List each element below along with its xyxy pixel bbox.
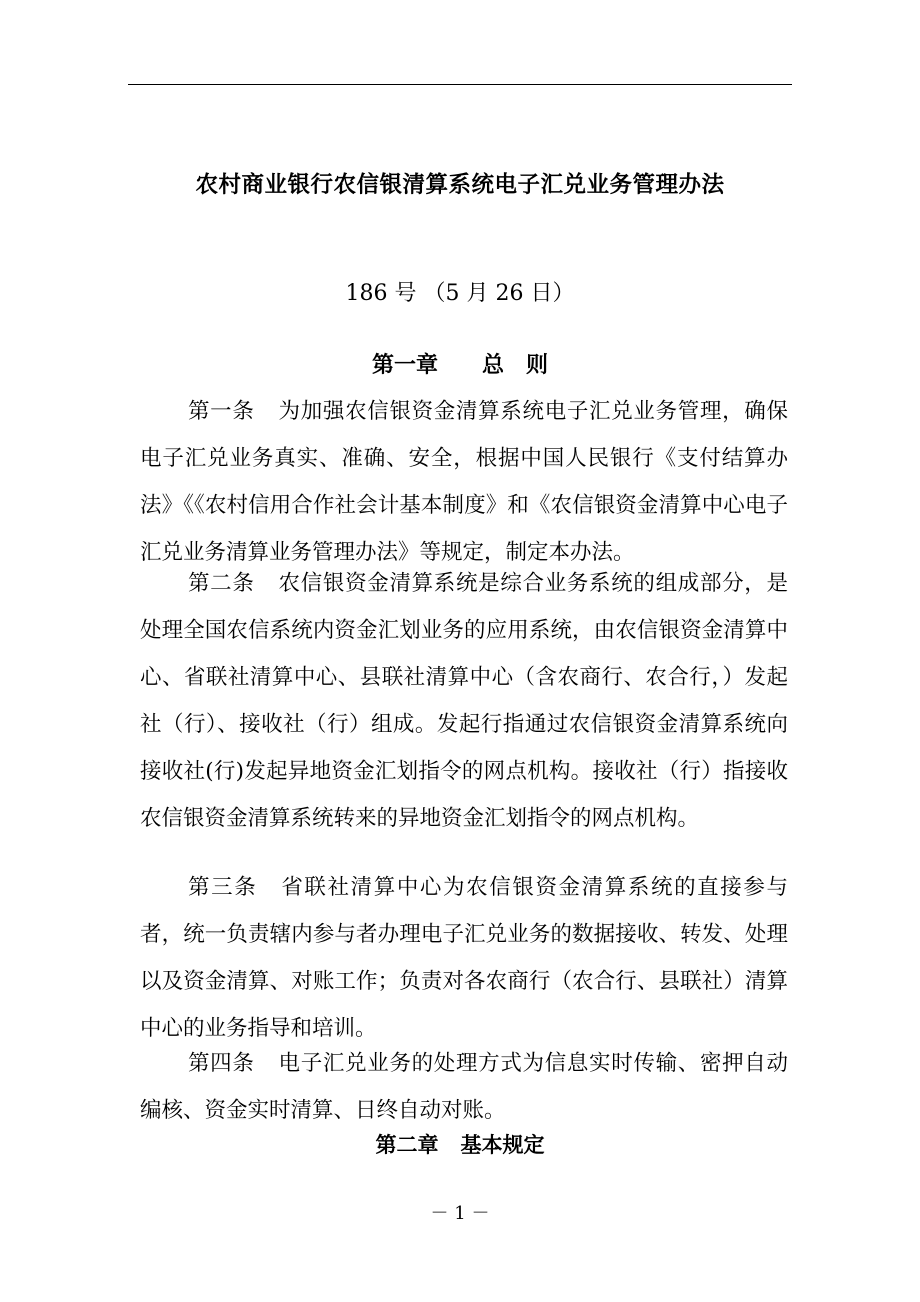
article-4-text: 电子汇兑业务的处理方式为信息实时传输、密押自动编核、资金实时清算、日终自动对账。 <box>140 1051 788 1123</box>
article-3-text: 省联社清算中心为农信银资金清算系统的直接参与者，统一负责辖内参与者办理电子汇兑业务的数据接收、转发、处理以及资金清算、对账工作；负责对各农商行（农合行、县联社）清算中心的业务指导和培训。 <box>140 875 788 1041</box>
chapter-1-heading <box>0 348 920 383</box>
chapter-1-title-part1: 总 <box>481 352 504 378</box>
article-3 <box>140 864 788 1052</box>
article-2 <box>140 560 788 842</box>
article-2-text: 农信银资金清算系统是综合业务系统的组成部分，是处理全国农信系统内资金汇划业务的应用系统，由农信银资金清算中心、省联社清算中心、县联社清算中心（含农商行、农合行，）发起社（行）、接收社（行）组成。发起行指通过农信银资金清算系统向接收社(行)发起异地资金汇划指令的网点机构。接收社（行）指接收农信银资金清算系统转来的异地资金汇划指令的网点机构。 <box>140 571 788 831</box>
header-rule <box>128 84 792 85</box>
document-number-date: 186 号 （5 月 26 日） <box>345 281 575 306</box>
chapter-2-title: 基本规定 <box>460 1133 545 1157</box>
article-4-label: 第四条 <box>188 1051 255 1076</box>
page-number: － 1 － <box>430 1203 490 1224</box>
article-3-label: 第三条 <box>188 875 258 900</box>
chapter-2-heading <box>0 1128 920 1162</box>
article-1 <box>140 388 788 576</box>
article-4 <box>140 1040 788 1134</box>
article-1-text: 为加强农信银资金清算系统电子汇兑业务管理，确保电子汇兑业务真实、准确、安全，根据中国人民银行《支付结算办法》《《农村信用合作社会计基本制度》和《农信银资金清算中心电子汇兑业务清算业务管理办法》等规定，制定本办法。 <box>140 399 788 565</box>
article-1-label: 第一条 <box>188 399 255 424</box>
chapter-1-label: 第一章 <box>371 352 438 378</box>
chapter-2-label: 第二章 <box>375 1133 439 1157</box>
document-title: 农村商业银行农信银清算系统电子汇兑业务管理办法 <box>195 172 725 198</box>
chapter-1-title-part2: 则 <box>526 353 549 378</box>
article-2-label: 第二条 <box>188 571 255 596</box>
